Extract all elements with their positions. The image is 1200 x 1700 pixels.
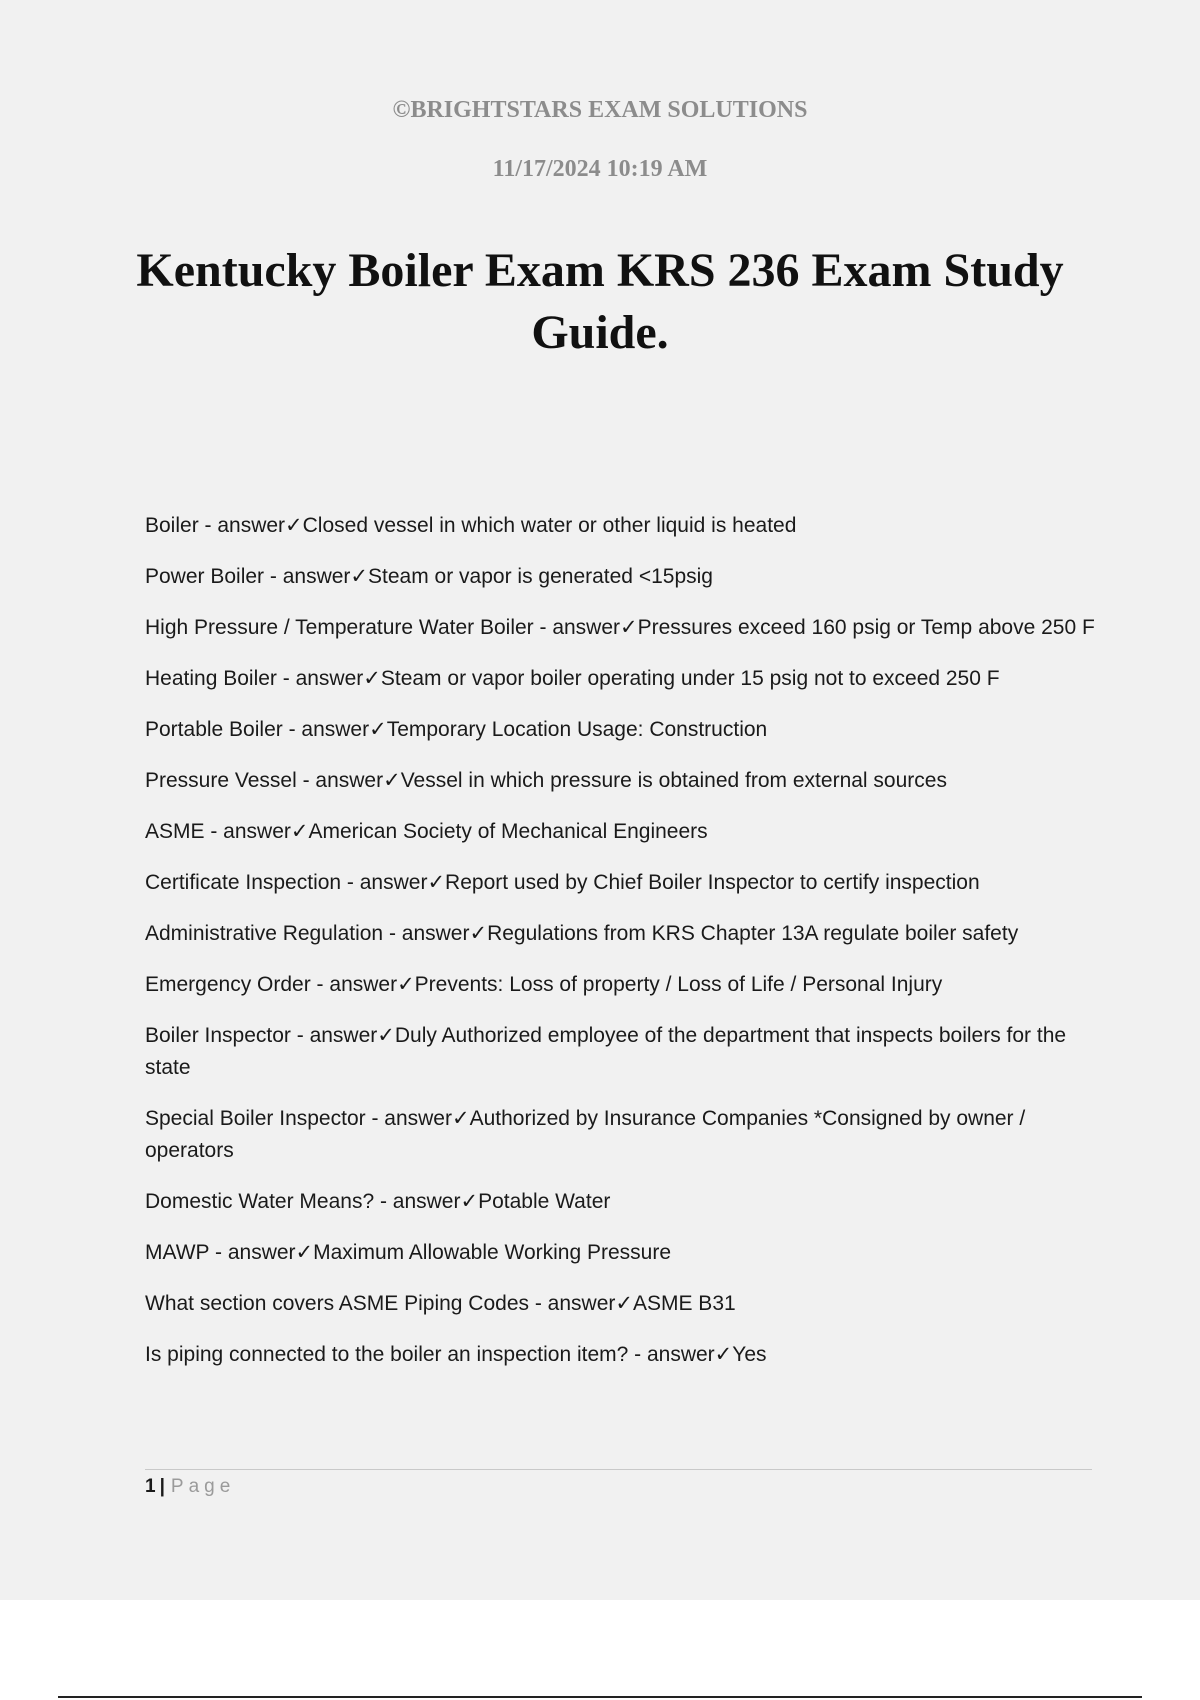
qa-item: What section covers ASME Piping Codes - answer✓ASME B31 [145,1292,736,1315]
qa-item: Boiler - answer✓Closed vessel in which water or other liquid is heated [145,514,797,537]
qa-item: Administrative Regulation - answer✓Regulations from KRS Chapter 13A regulate boiler safety [145,922,1019,945]
qa-item: Boiler Inspector - answer✓Duly Authorized employee of the department that inspects boilers for the state [145,1024,1067,1079]
qa-item: Heating Boiler - answer✓Steam or vapor boiler operating under 15 psig not to exceed 250 F [145,667,1000,690]
page-label: Page [170,1476,236,1497]
timestamp-header: 11/17/2024 10:19 AM [492,156,708,182]
page-footer [145,1474,235,1500]
page-number: 1 [145,1476,156,1497]
qa-item: Special Boiler Inspector - answer✓Authorized by Insurance Companies *Consigned by owner / operators [145,1107,1026,1162]
footer-separator: | [159,1476,165,1497]
document-title: Kentucky Boiler Exam KRS 236 Exam Study Guide. [136,244,1064,359]
qa-item: MAWP - answer✓Maximum Allowable Working Pressure [145,1241,672,1264]
copyright-header: ©BRIGHTSTARS EXAM SOLUTIONS [392,97,808,123]
qa-item: High Pressure / Temperature Water Boiler - answer✓Pressures exceed 160 psig or Temp above 250 F [145,616,1095,639]
qa-item: Emergency Order - answer✓Prevents: Loss of property / Loss of Life / Personal Injury [145,973,943,996]
qa-item: Domestic Water Means? - answer✓Potable Water [145,1190,611,1213]
next-page-divider [58,1696,1142,1698]
qa-item: Is piping connected to the boiler an inspection item? - answer✓Yes [145,1343,767,1366]
qa-item: Pressure Vessel - answer✓Vessel in which pressure is obtained from external sources [145,769,947,792]
footer-divider [145,1469,1092,1470]
qa-item: ASME - answer✓American Society of Mechanical Engineers [145,820,708,843]
qa-item: Power Boiler - answer✓Steam or vapor is generated <15psig [145,565,713,588]
qa-list [145,510,1100,1390]
qa-item: Portable Boiler - answer✓Temporary Location Usage: Construction [145,718,768,741]
qa-item: Certificate Inspection - answer✓Report used by Chief Boiler Inspector to certify inspection [145,871,980,894]
